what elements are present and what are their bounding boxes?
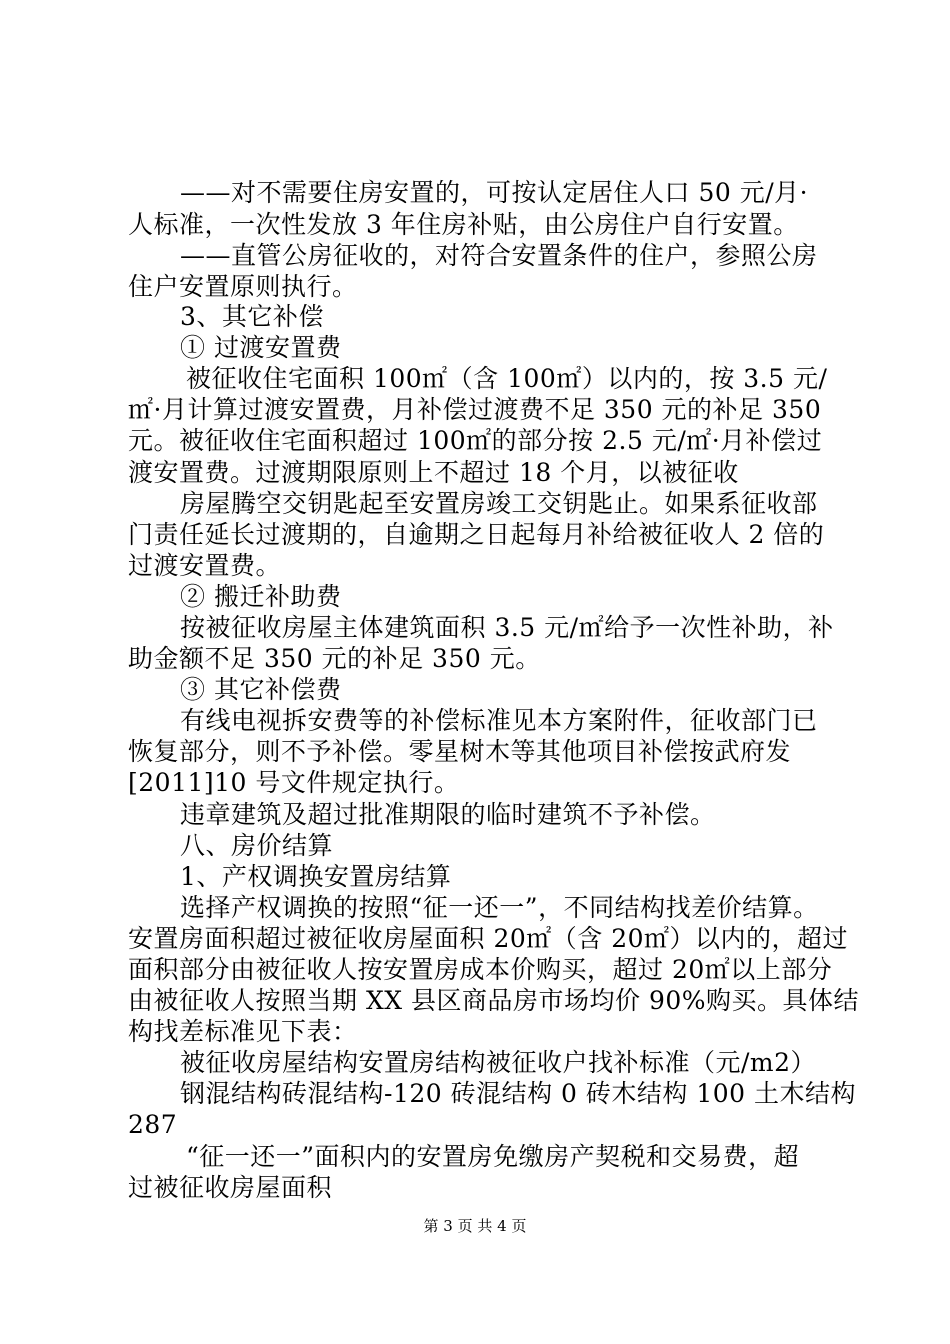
body-line: 由被征收人按照当期 XX 县区商品房市场均价 90%购买。具体结 (128, 986, 860, 1015)
body-line: 安置房面积超过被征收房屋面积 20㎡（含 20㎡）以内的，超过 (128, 924, 849, 953)
body-line: 元。被征收住宅面积超过 100㎡的部分按 2.5 元/㎡·月补偿过 (128, 426, 823, 455)
table-header-line: 被征收房屋结构安置房结构被征收户找补标准（元/m2） (180, 1048, 817, 1077)
body-line: 按被征收房屋主体建筑面积 3.5 元/㎡给予一次性补助，补 (180, 613, 834, 642)
body-line: 住户安置原则执行。 (128, 272, 358, 301)
subsection-heading: ② 搬迁补助费 (180, 582, 342, 611)
body-line: 人标准，一次性发放 3 年住房补贴，由公房住户自行安置。 (128, 210, 799, 239)
body-line: 违章建筑及超过批准期限的临时建筑不予补偿。 (180, 800, 716, 829)
body-line: ㎡·月计算过渡安置费，月补偿过渡费不足 350 元的补足 350 (128, 395, 822, 424)
body-line: 面积部分由被征收人按安置房成本价购买，超过 20㎡以上部分 (128, 955, 833, 984)
body-line: “征一还一”面积内的安置房免缴房产契税和交易费，超 (186, 1142, 800, 1171)
body-line: 有线电视拆安费等的补偿标准见本方案附件，征收部门已 (180, 706, 818, 735)
table-row-line: 钢混结构砖混结构-120 砖混结构 0 砖木结构 100 土木结构 (180, 1079, 857, 1108)
body-line: 房屋腾空交钥匙起至安置房竣工交钥匙止。如果系征收部 (180, 489, 818, 518)
body-line: 门责任延长过渡期的，自逾期之日起每月补给被征收人 2 倍的 (128, 520, 825, 549)
subsection-heading: ① 过渡安置费 (180, 333, 342, 362)
body-line: ——对不需要住房安置的，可按认定居住人口 50 元/月· (180, 178, 809, 207)
body-line: 恢复部分，则不予补偿。零星树木等其他项目补偿按武府发 (128, 737, 792, 766)
body-line: 选择产权调换的按照“征一还一”，不同结构找差价结算。 (180, 893, 819, 922)
section-heading: 八、房价结算 (180, 831, 334, 860)
body-line: 过被征收房屋面积 (128, 1173, 333, 1202)
body-line: 助金额不足 350 元的补足 350 元。 (128, 644, 541, 673)
body-line: [2011]10 号文件规定执行。 (128, 768, 460, 797)
body-line: 渡安置费。过渡期限原则上不超过 18 个月，以被征收 (128, 458, 739, 487)
table-row-line: 287 (128, 1110, 178, 1139)
section-heading: 1、产权调换安置房结算 (180, 862, 452, 891)
page-footer: 第 3 页 共 4 页 (423, 1217, 527, 1235)
body-line: 过渡安置费。 (128, 551, 282, 580)
subsection-heading: ③ 其它补偿费 (180, 675, 342, 704)
body-line: 构找差标准见下表： (128, 1017, 358, 1046)
body-line: ——直管公房征收的，对符合安置条件的住户，参照公房 (180, 241, 818, 270)
body-line: 被征收住宅面积 100㎡（含 100㎡）以内的，按 3.5 元/ (186, 364, 828, 393)
section-heading: 3、其它补偿 (180, 302, 324, 331)
